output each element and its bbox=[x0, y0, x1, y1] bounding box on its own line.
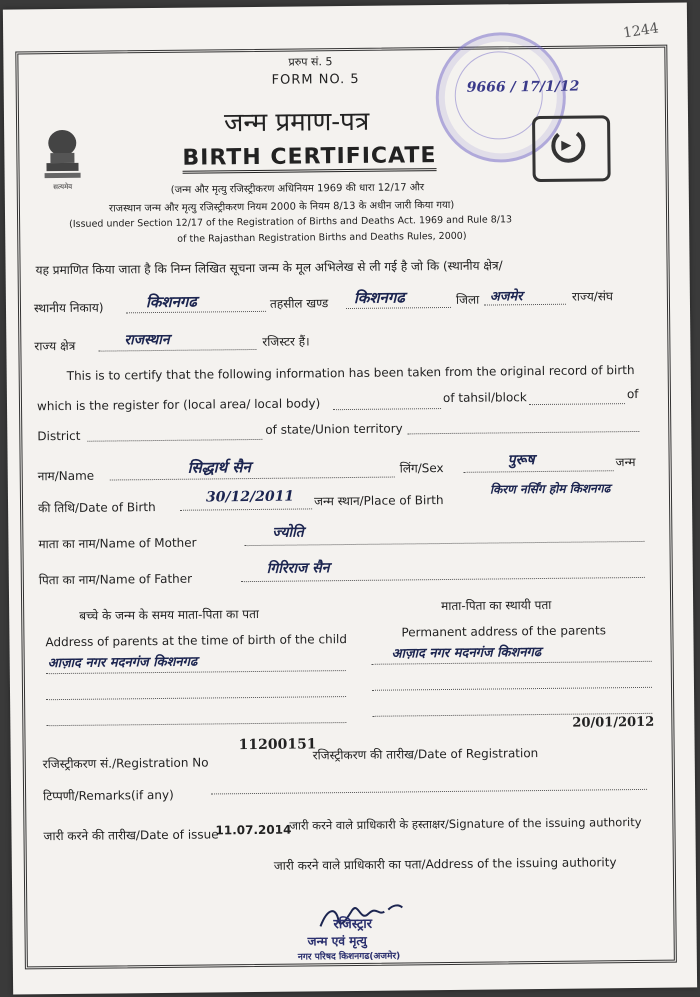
mother-value: ज्योति bbox=[272, 524, 304, 541]
corner-number: 1244 bbox=[622, 20, 661, 42]
issued-english-2: of the Rajasthan Registration Births and Deaths Rules, 2000) bbox=[177, 230, 467, 245]
stamp-text: 9666 / 17/1/12 bbox=[466, 78, 580, 96]
signature-label: जारी करने वाले प्राधिकारी के हस्ताक्षर/Signature of the issuing authority bbox=[289, 814, 642, 833]
father-label: पिता का नाम/Name of Father bbox=[38, 571, 193, 588]
address-authority-label: जारी करने वाले प्राधिकारी का पता/Address of the issuing authority bbox=[273, 855, 617, 873]
sex-value: पुरूष bbox=[507, 452, 535, 469]
local-body-label-hindi: स्थानीय निकाय) bbox=[33, 300, 104, 316]
national-emblem-icon bbox=[40, 127, 85, 197]
title-english: BIRTH CERTIFICATE bbox=[182, 143, 436, 174]
addr-birth-english: Address of parents at the time of birth of the child bbox=[45, 632, 348, 650]
pob-value: किरण नर्सिंग होम किशनगढ bbox=[489, 481, 611, 497]
father-value: गिरिराज सैन bbox=[266, 560, 330, 577]
issued-hindi-2: राजस्थान जन्म और मृत्यु रजिस्ट्रीकरण नियम 2000 के नियम 8/13 के अधीन जारी किया गया) bbox=[108, 199, 455, 215]
sex-label: लिंग/Sex bbox=[399, 461, 444, 476]
certificate-sheet bbox=[3, 2, 697, 994]
form-label-hindi: प्ररुप सं. 5 bbox=[288, 55, 333, 69]
addr-perm-english: Permanent address of the parents bbox=[401, 623, 606, 640]
state-value: राजस्थान bbox=[124, 331, 170, 349]
dob-label: की तिथि/Date of Birth bbox=[38, 500, 156, 516]
dob-label-hindi-start: जन्म bbox=[615, 455, 636, 470]
seal-line-3: नगर परिषद किशनगढ(अजमेर) bbox=[297, 951, 401, 963]
dob-value: 30/12/2011 bbox=[205, 488, 295, 506]
reg-date-value: 20/01/2012 bbox=[572, 714, 655, 731]
district-label-hindi: जिला bbox=[455, 292, 480, 307]
reg-no-label: रजिस्ट्रीकरण सं./Registration No bbox=[42, 755, 209, 772]
seal-line-2: जन्म एवं मृत्यु bbox=[307, 933, 367, 949]
certify-hindi-line: यह प्रमाणित किया जाता है कि निम्न लिखित सूचना जन्म के मूल अभिलेख से ली गई है जो कि (स्थानीय क्षेत्र/ bbox=[35, 258, 503, 278]
issued-english-1: (Issued under Section 12/17 of the Registration of Births and Deaths Act. 1969 and Rule 8/13 bbox=[69, 214, 513, 230]
local-body-value: किशनगढ bbox=[145, 292, 197, 312]
svg-text:सत्यमेव: सत्यमेव bbox=[53, 182, 73, 192]
certify-english-line-1: This is to certify that the following information has been taken from the original record of birth bbox=[66, 363, 635, 383]
state-area-label-hindi: राज्य क्षेत्र bbox=[34, 338, 76, 354]
reg-date-label: रजिस्ट्रीकरण की तारीख/Date of Registration bbox=[312, 746, 539, 763]
of-label: of bbox=[626, 386, 639, 402]
form-number: FORM NO. 5 bbox=[271, 71, 360, 88]
title-hindi: जन्म प्रमाण-पत्र bbox=[223, 106, 370, 139]
issued-hindi-1: (जन्म और मृत्यु रजिस्ट्रीकरण अधिनियम 1969 की धारा 12/17 और bbox=[170, 182, 425, 196]
remarks-label: टिप्पणी/Remarks(if any) bbox=[43, 787, 174, 804]
district-label: District bbox=[37, 428, 81, 444]
mother-label: माता का नाम/Name of Mother bbox=[38, 535, 197, 552]
addr-birth-value: आज़ाद नगर मदनगंज किशनगढ bbox=[47, 654, 198, 672]
register-hindi: रजिस्टर हैं। bbox=[262, 334, 310, 349]
addr-perm-hindi: माता-पिता का स्थायी पता bbox=[441, 597, 552, 614]
of-tehsil-label: of tahsil/block bbox=[442, 390, 527, 406]
registrar-seal bbox=[297, 914, 400, 963]
addr-birth-hindi: बच्चे के जन्म के समय माता-पिता का पता bbox=[79, 606, 260, 623]
issue-date-value: 11.07.2014 bbox=[215, 822, 292, 838]
state-label-hindi: राज्य/संघ bbox=[571, 289, 614, 304]
addr-perm-value: आज़ाद नगर मदनगंज किशनगढ bbox=[391, 645, 542, 662]
district-value: अजमेर bbox=[489, 289, 523, 305]
state-ut-label: of state/Union territory bbox=[265, 421, 403, 437]
tehsil-value: किशनगढ bbox=[353, 288, 405, 307]
registration-logo-icon bbox=[532, 115, 611, 182]
pob-label: जन्म स्थान/Place of Birth bbox=[313, 493, 444, 509]
seal-line-1: रजिस्ट्रार bbox=[333, 916, 373, 933]
name-label: नाम/Name bbox=[37, 468, 95, 484]
name-value: सिद्धार्थ सैन bbox=[187, 458, 251, 477]
tehsil-label-hindi: तहसील खण्ड bbox=[269, 296, 329, 311]
certify-english-line-2: which is the register for (local area/ local body) bbox=[36, 396, 321, 414]
reg-no-value: 11200151 bbox=[238, 736, 317, 754]
issue-date-label: जारी करने की तारीख/Date of issue bbox=[43, 827, 219, 844]
